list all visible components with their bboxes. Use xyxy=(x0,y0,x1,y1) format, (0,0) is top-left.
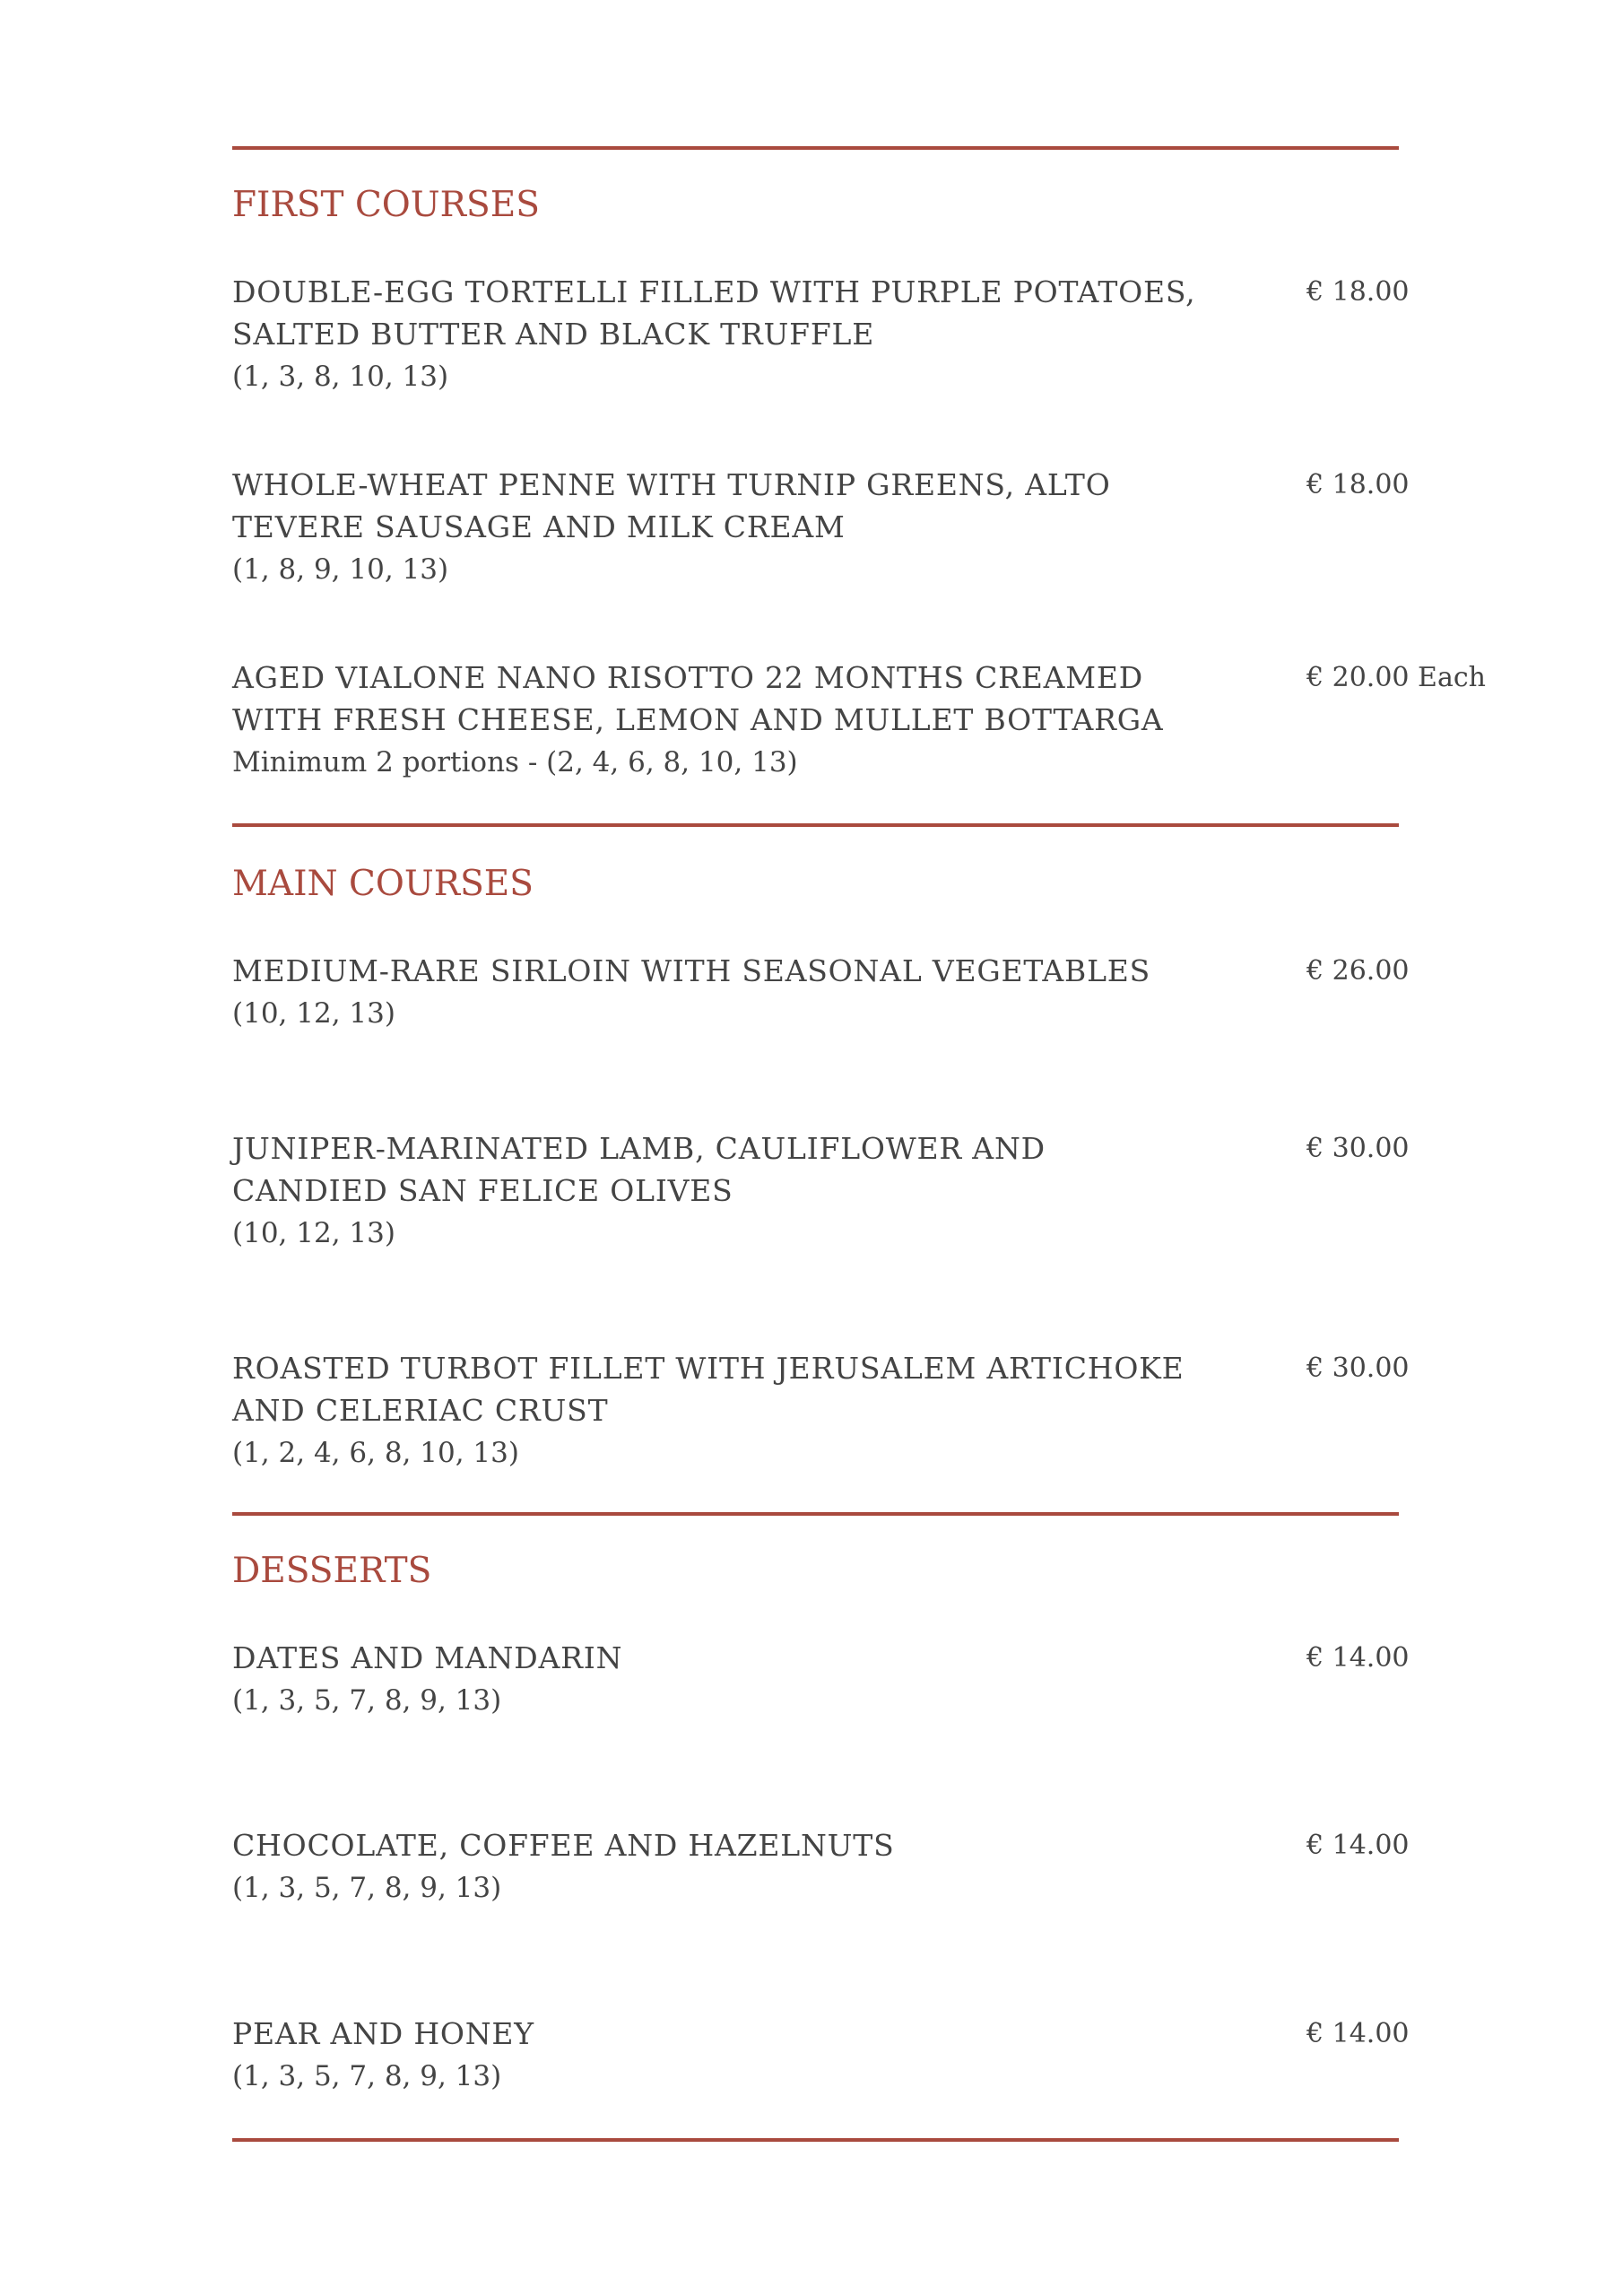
menu-item xyxy=(232,1824,1434,1909)
section-title-desserts: DESSERTS xyxy=(232,1551,432,1591)
item-name: JUNIPER-MARINATED LAMB, CAULIFLOWER AND CANDIED SAN FELICE OLIVES xyxy=(232,1131,1046,1208)
menu-item xyxy=(232,464,1434,591)
menu-item xyxy=(232,1347,1434,1474)
divider-top xyxy=(232,146,1399,150)
item-allergens: (10, 12, 13) xyxy=(232,997,395,1030)
item-allergens: (1, 2, 4, 6, 8, 10, 13) xyxy=(232,1437,519,1469)
item-allergens: (1, 8, 9, 10, 13) xyxy=(232,553,449,586)
item-price: € 20.00 Each xyxy=(1306,662,1486,693)
item-name: MEDIUM-RARE SIRLOIN WITH SEASONAL VEGETABLES xyxy=(232,953,1151,988)
item-allergens: (10, 12, 13) xyxy=(232,1217,395,1249)
item-allergens: (1, 3, 8, 10, 13) xyxy=(232,361,449,393)
item-price: € 14.00 xyxy=(1306,2018,1410,2049)
item-price: € 18.00 xyxy=(1306,276,1410,308)
item-price: € 26.00 xyxy=(1306,955,1410,987)
item-price: € 14.00 xyxy=(1306,1830,1410,1861)
item-name: PEAR AND HONEY xyxy=(232,2016,534,2051)
item-price: € 18.00 xyxy=(1306,469,1410,500)
item-name: ROASTED TURBOT FILLET WITH JERUSALEM ARTICHOKE AND CELERIAC CRUST xyxy=(232,1351,1185,1428)
item-price: € 30.00 xyxy=(1306,1352,1410,1384)
menu-item xyxy=(232,657,1486,784)
menu-item xyxy=(232,1637,1434,1722)
item-allergens: (1, 3, 5, 7, 8, 9, 13) xyxy=(232,1872,502,1904)
item-allergens: Minimum 2 portions - (2, 4, 6, 8, 10, 13) xyxy=(232,746,798,778)
item-name: CHOCOLATE, COFFEE AND HAZELNUTS xyxy=(232,1828,895,1863)
menu-item xyxy=(232,950,1434,1035)
divider-bottom xyxy=(232,2138,1399,2142)
item-name: AGED VIALONE NANO RISOTTO 22 MONTHS CREAMED WITH FRESH CHEESE, LEMON AND MULLET BOTTARGA xyxy=(232,660,1164,737)
divider xyxy=(232,823,1399,827)
item-price: € 14.00 xyxy=(1306,1642,1410,1674)
item-name: DOUBLE-EGG TORTELLI FILLED WITH PURPLE POTATOES, SALTED BUTTER AND BLACK TRUFFLE xyxy=(232,274,1196,352)
section-title-main-courses: MAIN COURSES xyxy=(232,864,534,904)
section-title-first-courses: FIRST COURSES xyxy=(232,185,540,225)
item-allergens: (1, 3, 5, 7, 8, 9, 13) xyxy=(232,2060,502,2092)
menu-item xyxy=(232,1127,1434,1255)
menu-item xyxy=(232,2013,1434,2098)
item-name: DATES AND MANDARIN xyxy=(232,1640,623,1675)
item-price: € 30.00 xyxy=(1306,1133,1410,1164)
item-allergens: (1, 3, 5, 7, 8, 9, 13) xyxy=(232,1684,502,1717)
menu-item xyxy=(232,271,1434,398)
divider xyxy=(232,1512,1399,1516)
item-name: WHOLE-WHEAT PENNE WITH TURNIP GREENS, ALTO TEVERE SAUSAGE AND MILK CREAM xyxy=(232,467,1111,544)
